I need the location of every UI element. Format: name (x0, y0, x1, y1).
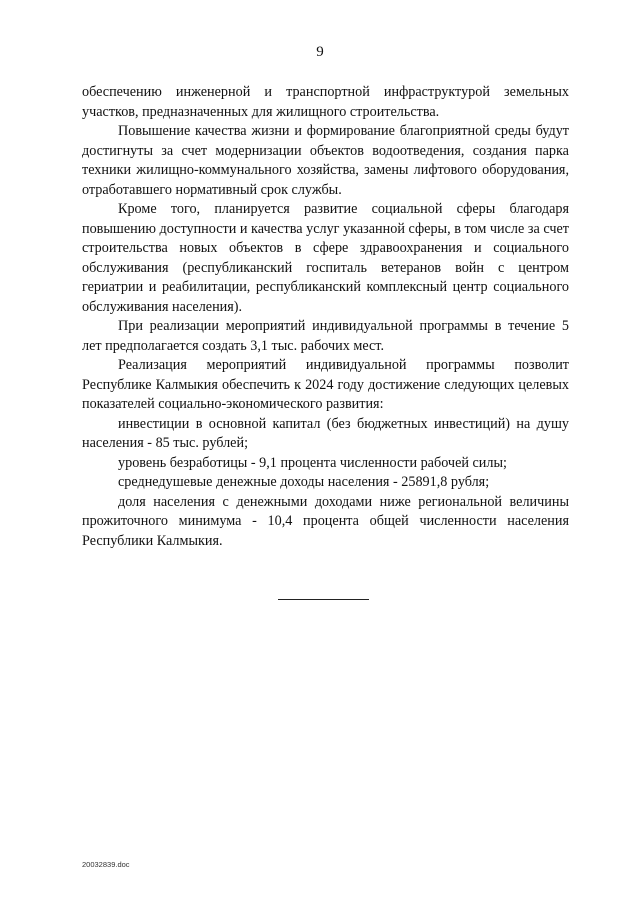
target-income: среднедушевые денежные доходы населения - 25891,8 рубля; (118, 474, 490, 490)
file-reference: 20032839.doc (82, 860, 130, 869)
paragraph-targets-intro: Реализация мероприятий индивидуальной программы позволит Республике Калмыкия обеспечить к 2024 году достижение следующих целевых показателей социально-экономического развития: (82, 357, 569, 412)
document-body (82, 83, 569, 551)
target-poverty: доля населения с денежными доходами ниже региональной величины прожиточного минимума - 10,4 процента общей численности населения Республики Калмыкия. (82, 493, 569, 549)
paragraph-jobs: При реализации мероприятий индивидуальной программы в течение 5 лет предполагается создать 3,1 тыс. рабочих мест. (82, 318, 569, 354)
paragraph-quality-of-life: Повышение качества жизни и формирование благоприятной среды будут достигнуты за счет модернизации объектов водоотведения, создания парка техники жилищно-коммунального хозяйства, замены лифтового оборудования, отработавшего нормативный срок службы. (82, 123, 569, 198)
page-number: 9 (316, 44, 324, 60)
target-unemployment: уровень безработицы - 9,1 процента численности рабочей силы; (118, 454, 507, 471)
end-divider (278, 599, 369, 600)
paragraph-infrastructure: обеспечению инженерной и транспортной инфраструктурой земельных участков, предназначенных для жилищного строительства. (82, 84, 569, 120)
paragraph-social-sphere: Кроме того, планируется развитие социальной сферы благодаря повышению доступности и качества услуг указанной сферы, в том числе за счет строительства новых объектов в сфере здравоохранения и социального обслуживания (республиканский госпиталь ветеранов войн с центром гериатрии и реабилитации, республиканский комплексный центр социального обслуживания населения). (82, 201, 569, 315)
target-investment: инвестиции в основной капитал (без бюджетных инвестиций) на душу населения - 85 тыс. рублей; (82, 415, 569, 451)
